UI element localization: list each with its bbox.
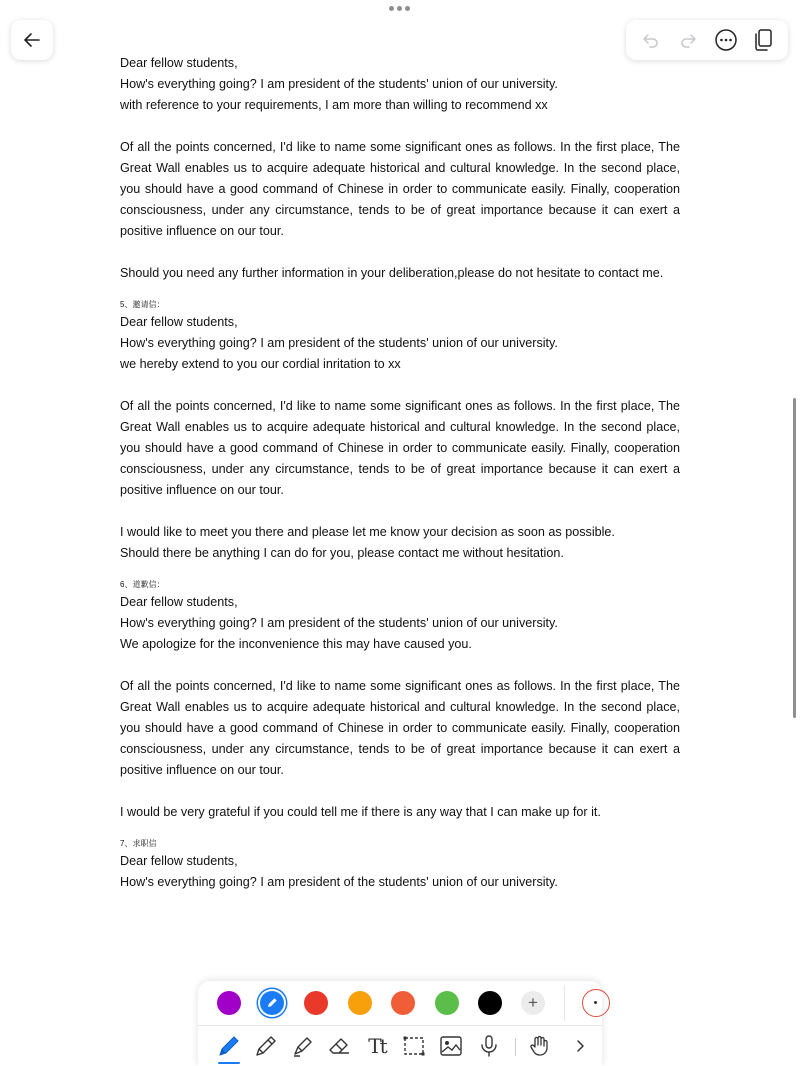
letter-closing: I would like to meet you there and please let me know your decision as soon as possible. <box>120 525 615 539</box>
color-swatch-green[interactable] <box>435 991 459 1015</box>
letter-body: Of all the points concerned, I'd like to name some significant ones as follows. In the first place, The Great Wall enables us to acquire adequate historical and cultural knowledge. In the second place, you should have a good command of Chinese in order to communicate easily. Finally, cooperation consciousness, under any circumstance, tends to be of great importance because it can exert a positive influence on our tour. <box>120 399 680 497</box>
lasso-icon <box>401 1033 427 1059</box>
pencil-icon <box>253 1033 279 1059</box>
add-color-button[interactable]: + <box>521 991 545 1015</box>
letter-body: Of all the points concerned, I'd like to name some significant ones as follows. In the first place, The Great Wall enables us to acquire adequate historical and cultural knowledge. In the second place, you should have a good command of Chinese in order to communicate easily. Finally, cooperation consciousness, under any circumstance, tends to be of great importance because it can exert a positive influence on our tour. <box>120 679 680 777</box>
letter-purpose: we hereby extend to you our cordial inritation to xx <box>120 357 401 371</box>
lasso-tool[interactable] <box>399 1031 429 1061</box>
document-page[interactable] <box>120 53 680 893</box>
vertical-scrollbar[interactable] <box>793 398 796 718</box>
color-swatch-red[interactable] <box>304 991 328 1015</box>
color-swatch-purple[interactable] <box>217 991 241 1015</box>
letter-intro: How's everything going? I am president of the students' union of our university. <box>120 616 558 630</box>
color-swatch-blue[interactable] <box>260 991 284 1015</box>
letter-greeting: Dear fellow students, <box>120 315 238 329</box>
letter-closing: Should you need any further information in your deliberation,please do not hesitate to contact me. <box>120 266 664 280</box>
more-button[interactable] <box>711 25 741 55</box>
microphone-icon <box>476 1033 502 1059</box>
ellipsis-circle-icon <box>714 28 738 52</box>
color-swatch-orange[interactable] <box>348 991 372 1015</box>
highlighter-icon <box>290 1033 316 1059</box>
eraser-tool[interactable] <box>325 1031 355 1061</box>
image-icon <box>438 1033 464 1059</box>
color-swatch-red-orange[interactable] <box>391 991 415 1015</box>
microphone-tool[interactable] <box>474 1031 504 1061</box>
letter-body: Of all the points concerned, I'd like to name some significant ones as follows. In the first place, The Great Wall enables us to acquire adequate historical and cultural knowledge. In the second place, you should have a good command of Chinese in order to communicate easily. Finally, cooperation consciousness, under any circumstance, tends to be of great importance because it can exert a positive influence on our tour. <box>120 140 680 238</box>
letter-closing: I would be very grateful if you could tell me if there is any way that I can make up for it. <box>120 805 601 819</box>
expand-tools-button[interactable] <box>565 1031 595 1061</box>
stroke-size-button[interactable] <box>582 989 610 1017</box>
redo-icon <box>678 30 698 50</box>
pages-button[interactable] <box>748 25 778 55</box>
redo-button[interactable] <box>673 25 703 55</box>
letter-greeting: Dear fellow students, <box>120 56 238 70</box>
letter-greeting: Dear fellow students, <box>120 595 238 609</box>
letter-purpose: We apologize for the inconvenience this may have caused you. <box>120 637 472 651</box>
text-icon: Tt <box>368 1034 386 1058</box>
arrow-left-icon <box>22 30 42 50</box>
back-button[interactable] <box>11 20 53 60</box>
undo-button[interactable] <box>636 25 666 55</box>
drawing-toolbar <box>198 981 602 1066</box>
multitasking-dots[interactable] <box>389 6 410 11</box>
letter-intro: How's everything going? I am president of the students' union of our university. <box>120 77 558 91</box>
highlighter-tool[interactable] <box>288 1031 318 1061</box>
tool-row <box>198 1028 602 1064</box>
letter-intro: How's everything going? I am president of the students' union of our university. <box>120 336 558 350</box>
undo-icon <box>641 30 661 50</box>
pen-tool[interactable] <box>214 1031 244 1061</box>
color-palette <box>198 981 602 1025</box>
color-swatch-black[interactable] <box>478 991 502 1015</box>
eraser-icon <box>327 1033 353 1059</box>
letter-purpose: with reference to your requirements, I am more than willing to recommend xx <box>120 98 548 112</box>
pen-edit-icon <box>260 991 284 1015</box>
text-tool[interactable] <box>362 1031 392 1061</box>
pen-icon <box>216 1033 242 1059</box>
pencil-tool[interactable] <box>251 1031 281 1061</box>
hand-icon <box>527 1033 553 1059</box>
image-tool[interactable] <box>436 1031 466 1061</box>
section-heading-invitation: 5、邀请信： <box>120 300 165 309</box>
letter-intro: How's everything going? I am president of the students' union of our university. <box>120 875 558 889</box>
letter-closing: Should there be anything I can do for you, please contact me without hesitation. <box>120 546 564 560</box>
copy-pages-icon <box>752 28 774 52</box>
section-heading-application: 7、求职信 <box>120 839 157 848</box>
hand-tool[interactable] <box>525 1031 555 1061</box>
section-heading-apology: 6、道歉信： <box>120 580 165 589</box>
letter-greeting: Dear fellow students, <box>120 854 238 868</box>
chevron-right-icon <box>570 1036 590 1056</box>
